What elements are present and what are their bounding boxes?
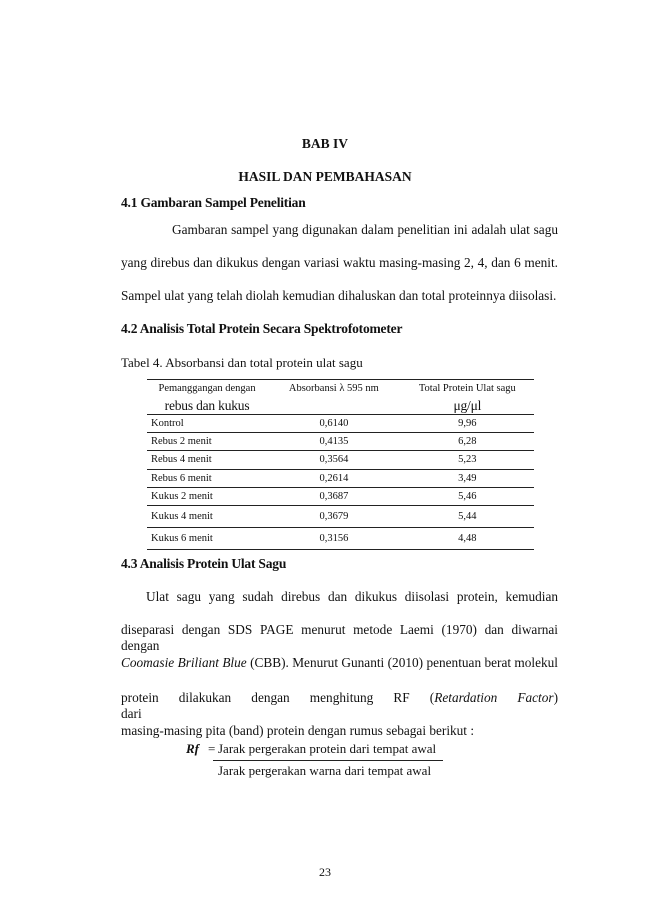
paragraph-4-3-line-4-a: protein dilakukan dengan menghitung RF (: [121, 690, 435, 705]
section-4-1-heading: 4.1 Gambaran Sampel Penelitian: [121, 195, 306, 210]
cell-treatment: Kukus 6 menit: [147, 527, 267, 549]
paragraph-4-3-line-4-b: ) dari: [121, 690, 558, 721]
paragraph-4-3-line-3: [121, 655, 558, 671]
table-header-row: [147, 380, 534, 398]
protein-table: [147, 379, 534, 550]
paragraph-4-3-line-2: diseparasi dengan SDS PAGE menurut metode Laemi (1970) dan diwarnai dengan: [121, 622, 558, 653]
paragraph-4-3-line-3-rest: (CBB). Menurut Gunanti (2010) penentuan berat molekul: [246, 655, 558, 670]
formula-numerator: Jarak pergerakan protein dari tempat awal: [218, 741, 437, 756]
italic-term-rf: Retardation Factor: [434, 690, 554, 705]
formula-fraction-bar: [213, 760, 443, 761]
chapter-title: HASIL DAN PEMBAHASAN: [238, 169, 412, 184]
header-empty: [267, 397, 401, 415]
table-row: [147, 527, 534, 549]
cell-treatment: Kontrol: [147, 415, 267, 433]
table-row: [147, 505, 534, 527]
table-caption: Tabel 4. Absorbansi dan total protein ulat sagu: [121, 355, 363, 370]
cell-protein: 9,96: [401, 415, 534, 433]
table-row: [147, 451, 534, 469]
header-treatment-line-1: Pemanggangan dengan: [147, 380, 267, 398]
cell-protein: 4,48: [401, 527, 534, 549]
chapter-label: BAB IV: [301, 136, 349, 151]
cell-treatment: Kukus 2 menit: [147, 487, 267, 505]
section-4-3-heading: 4.3 Analisis Protein Ulat Sagu: [121, 556, 287, 571]
paragraph-4-3-line-1: Ulat sagu yang sudah direbus dan dikukus diisolasi protein, kemudian: [146, 589, 558, 604]
header-treatment-line-2: rebus dan kukus: [147, 397, 267, 415]
paragraph-4-1-line-1: Gambaran sampel yang digunakan dalam penelitian ini adalah ulat sagu: [172, 222, 558, 237]
formula-equals: =: [208, 741, 216, 756]
table-header-row-2: [147, 397, 534, 415]
header-absorbance: Absorbansi λ 595 nm: [267, 380, 401, 398]
cell-protein: 5,44: [401, 505, 534, 527]
cell-protein: 5,23: [401, 451, 534, 469]
cell-treatment: Rebus 2 menit: [147, 433, 267, 451]
cell-protein: 3,49: [401, 469, 534, 487]
cell-absorbance: 0,2614: [267, 469, 401, 487]
formula-rf-symbol: Rf: [186, 741, 199, 756]
table-row: [147, 433, 534, 451]
formula-denominator: Jarak pergerakan warna dari tempat awal: [218, 763, 432, 778]
table-row: [147, 415, 534, 433]
page-number: 23: [319, 865, 331, 879]
cell-treatment: Rebus 4 menit: [147, 451, 267, 469]
paragraph-4-3-line-5: masing-masing pita (band) protein dengan rumus sebagai berikut :: [121, 723, 475, 738]
table-row: [147, 487, 534, 505]
cell-absorbance: 0,4135: [267, 433, 401, 451]
cell-absorbance: 0,6140: [267, 415, 401, 433]
cell-absorbance: 0,3679: [267, 505, 401, 527]
paragraph-4-3-line-4: [121, 690, 558, 722]
italic-term-cbb: Coomasie Briliant Blue: [121, 655, 247, 670]
section-4-2-heading: 4.2 Analisis Total Protein Secara Spektrofotometer: [121, 321, 403, 336]
paragraph-4-1-line-3: Sampel ulat yang telah diolah kemudian dihaluskan dan total proteinnya diisolasi.: [121, 288, 557, 303]
cell-protein: 6,28: [401, 433, 534, 451]
cell-absorbance: 0,3156: [267, 527, 401, 549]
header-protein-unit: μg/μl: [401, 397, 534, 415]
cell-absorbance: 0,3564: [267, 451, 401, 469]
paragraph-4-1-line-2: yang direbus dan dikukus dengan variasi waktu masing-masing 2, 4, dan 6 menit.: [121, 255, 558, 270]
table-row: [147, 469, 534, 487]
cell-treatment: Kukus 4 menit: [147, 505, 267, 527]
header-protein-line-1: Total Protein Ulat sagu: [401, 380, 534, 398]
cell-absorbance: 0,3687: [267, 487, 401, 505]
cell-treatment: Rebus 6 menit: [147, 469, 267, 487]
cell-protein: 5,46: [401, 487, 534, 505]
